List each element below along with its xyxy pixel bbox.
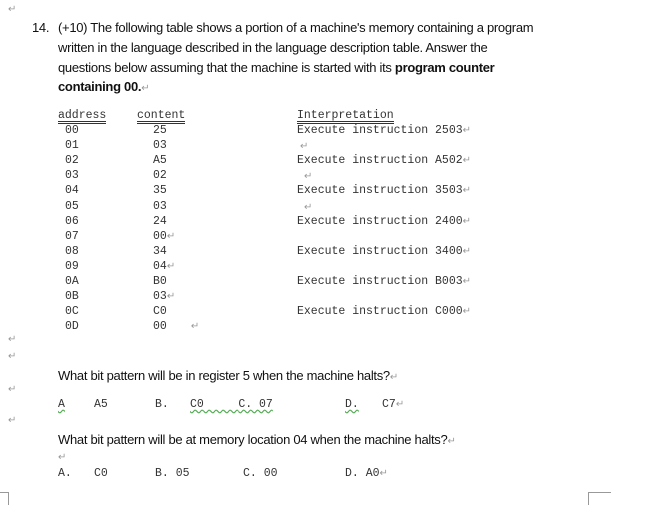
paragraph-mark: ↵	[8, 415, 17, 426]
option-d: D. A0	[345, 467, 380, 480]
question-number: 14.	[32, 20, 50, 35]
cell-interpretation-text: Execute instruction 2503	[297, 124, 463, 137]
paragraph-mark: ↵	[300, 141, 309, 153]
cell-content	[153, 290, 175, 303]
question-1-text	[58, 368, 398, 383]
paragraph-mark: ↵	[166, 260, 176, 272]
paragraph-mark: ↵	[141, 83, 150, 94]
cell-address-text: 0D	[65, 320, 79, 334]
q2-text: What bit pattern will be at memory location 04 when the machine halts?	[58, 432, 448, 447]
cell-address-text: 0B	[65, 290, 79, 304]
bold-text: containing 00.	[58, 79, 142, 94]
cell-interpretation	[297, 184, 471, 197]
paragraph-mark: ↵	[8, 384, 17, 395]
header-address: address	[58, 109, 107, 122]
cell-interpretation-text: Execute instruction 3503	[297, 184, 463, 198]
paragraph-mark: ↵	[462, 125, 472, 136]
cell-address-text: 0C	[65, 305, 79, 319]
q1-text: What bit pattern will be in register 5 when the machine halts?	[58, 368, 390, 383]
paragraph-mark: ↵	[166, 230, 176, 242]
cell-content	[153, 184, 167, 197]
paragraph-mark: ↵	[395, 399, 405, 410]
paragraph-mark: ↵	[8, 4, 17, 15]
cell-interpretation-text: Execute instruction B003	[297, 275, 463, 288]
cell-interpretation-text: Execute instruction 2400	[297, 214, 463, 228]
cell-content	[153, 260, 175, 273]
option-b-label: B.	[155, 398, 169, 411]
cell-address	[65, 305, 79, 318]
paragraph-mark: ↵	[304, 171, 313, 183]
cell-interpretation	[297, 275, 471, 288]
cell-address-text: 09	[65, 259, 79, 273]
cell-content-text: 03	[153, 290, 167, 304]
cell-address-text: 08	[65, 244, 79, 258]
cell-content-text: 02	[153, 169, 167, 183]
cell-interpretation-text: Execute instruction 3400	[297, 244, 463, 258]
cell-address-text: 02	[65, 154, 79, 168]
cell-content	[153, 215, 167, 228]
cell-address	[65, 200, 79, 213]
cell-content-text: 25	[153, 124, 167, 137]
paragraph-mark: ↵	[304, 201, 313, 213]
paragraph-mark: ↵	[462, 185, 472, 197]
option-b-value: C0	[190, 398, 204, 411]
cell-address	[65, 124, 79, 137]
paragraph-mark: ↵	[8, 334, 17, 345]
question-text: questions below assuming that the machine is started with its	[58, 60, 395, 75]
cell-content-text: 34	[153, 244, 167, 258]
cell-content	[153, 320, 199, 333]
cell-address-text: 0A	[65, 275, 79, 288]
option-a-value: C0	[94, 467, 108, 480]
option-d-label: D.	[345, 398, 359, 411]
cell-address	[65, 169, 79, 182]
paragraph-mark: ↵	[389, 372, 398, 383]
cell-address-text: 01	[65, 139, 79, 153]
cell-content	[153, 305, 167, 318]
cell-interpretation-text: Execute instruction A502	[297, 154, 463, 168]
cell-content	[153, 169, 167, 182]
options-bcd	[190, 398, 290, 411]
cell-address	[65, 320, 79, 333]
cell-content	[153, 230, 175, 243]
cell-address-text: 05	[65, 199, 79, 213]
cell-content-text: 24	[153, 214, 167, 228]
cell-content-text: A5	[153, 154, 167, 168]
cell-address	[65, 260, 79, 273]
option-c: C. 00	[243, 467, 278, 480]
cell-content-text: 35	[153, 184, 167, 198]
cell-address	[65, 290, 79, 303]
cell-interpretation-text: Execute instruction C000	[297, 305, 463, 319]
cell-content	[153, 139, 167, 152]
cell-address-text: 00	[65, 124, 79, 137]
cell-interpretation	[297, 305, 471, 318]
header-interpretation: Interpretation	[297, 109, 394, 122]
cell-content-text: 03	[153, 139, 167, 153]
page-corner-mark	[588, 492, 611, 505]
paragraph-mark: ↵	[166, 291, 176, 303]
cell-content	[153, 275, 167, 288]
cell-address	[65, 230, 79, 243]
cell-interpretation	[297, 215, 471, 228]
paragraph-mark: ↵	[462, 276, 472, 287]
paragraph-mark: ↵	[462, 215, 472, 227]
option-b: B. 05	[155, 467, 190, 480]
cell-content-text: 00	[153, 229, 167, 243]
cell-content-text: 04	[153, 259, 167, 273]
question-line-2: written in the language described in the language description table. Answer the	[58, 40, 488, 55]
cell-interpretation	[297, 124, 471, 137]
paragraph-mark: ↵	[447, 436, 456, 447]
cell-content	[153, 154, 167, 167]
cell-interpretation	[297, 154, 471, 167]
cell-address	[65, 184, 79, 197]
paragraph-mark: ↵	[190, 321, 200, 333]
cell-address	[65, 215, 79, 228]
question-line-4	[58, 79, 149, 94]
paragraph-mark: ↵	[8, 351, 17, 362]
cell-content-text: C0	[153, 305, 167, 319]
paragraph-mark: ↵	[462, 155, 472, 167]
cell-address	[65, 275, 79, 288]
option-a-value: A5	[94, 398, 108, 411]
page-corner-mark	[0, 492, 9, 505]
paragraph-mark: ↵	[379, 468, 388, 479]
question-line-1: (+10) The following table shows a portion of a machine's memory containing a program	[58, 20, 534, 35]
cell-content-text: 00	[153, 320, 167, 334]
cell-address	[65, 245, 79, 258]
cell-address	[65, 139, 79, 152]
paragraph-mark: ↵	[58, 452, 67, 463]
cell-address-text: 07	[65, 229, 79, 243]
cell-content-text: B0	[153, 275, 167, 288]
option-a-label: A	[58, 398, 65, 411]
cell-address-text: 03	[65, 169, 79, 183]
bold-text: program counter	[394, 60, 495, 75]
option-a-label: A.	[58, 467, 72, 480]
cell-address-text: 06	[65, 214, 79, 228]
cell-content	[153, 200, 167, 213]
question-2-text	[58, 432, 456, 447]
paragraph-mark: ↵	[462, 306, 472, 318]
cell-content-text: 03	[153, 199, 167, 213]
option-d-value: C7	[382, 398, 396, 411]
paragraph-mark: ↵	[462, 245, 472, 257]
option-c: C. 07	[238, 398, 273, 411]
cell-content	[153, 245, 167, 258]
cell-address-text: 04	[65, 184, 79, 198]
question-line-3	[58, 60, 494, 75]
cell-interpretation	[297, 245, 471, 258]
cell-address	[65, 154, 79, 167]
cell-content	[153, 124, 167, 137]
header-content: content	[137, 109, 186, 122]
